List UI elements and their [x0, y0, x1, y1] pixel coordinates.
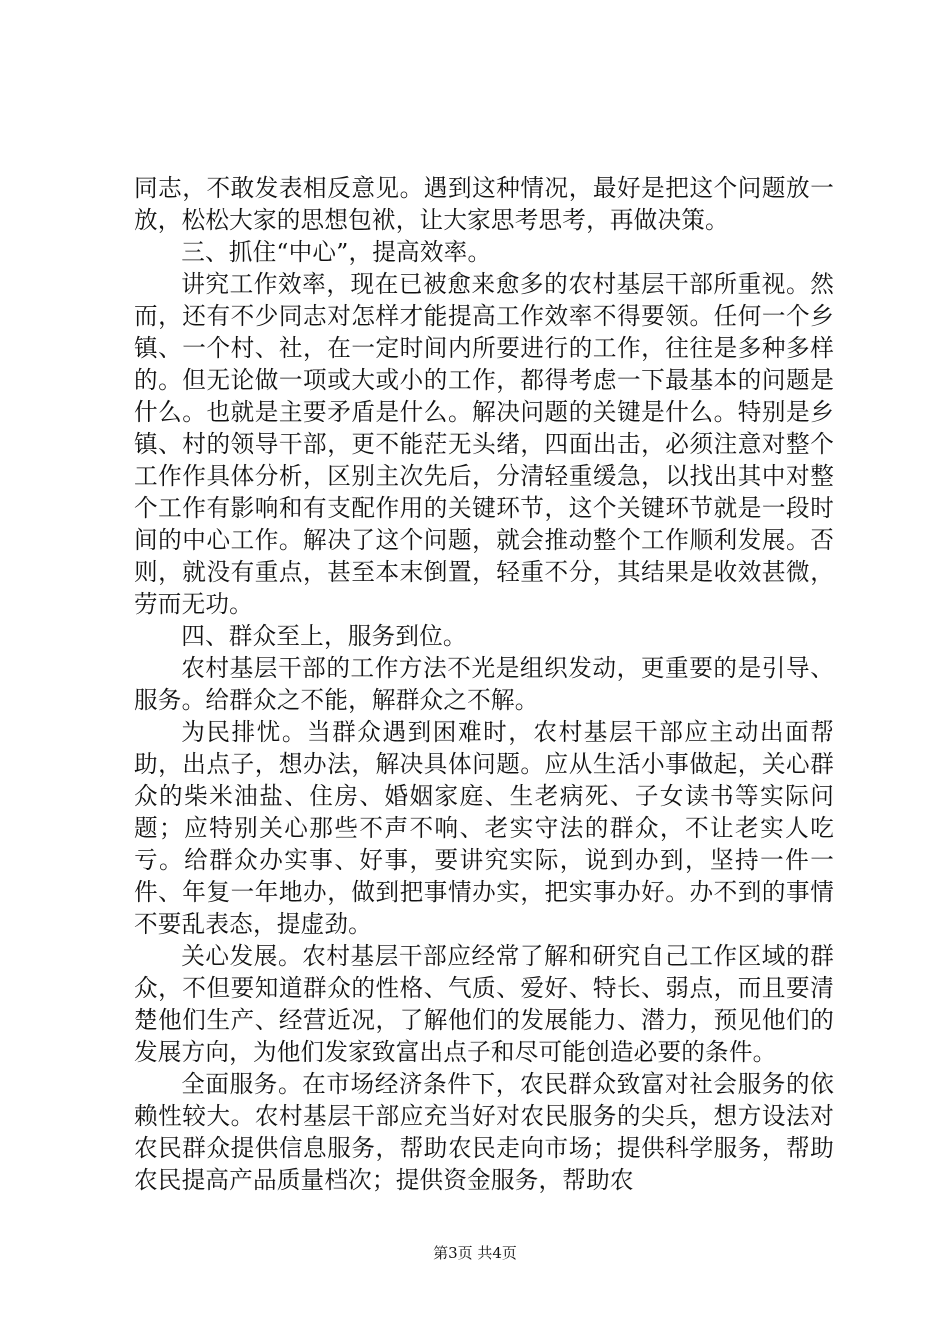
paragraph-efficiency: 讲究工作效率，现在已被愈来愈多的农村基层干部所重视。然而，还有不少同志对怎样才能提高工作效率不得要领。任何一个乡镇、一个村、社，在一定时间内所要进行的工作，往往是多种多样的。但无论做一项或大或小的工作，都得考虑一下最基本的问题是什么。也就是主要矛盾是什么。解决问题的关键是什么。特别是乡镇、村的领导干部，更不能茫无头绪，四面出击，必须注意对整个工作作具体分析，区别主次先后，分清轻重缓急，以找出其中对整个工作有影响和有支配作用的关键环节，这个关键环节就是一段时间的中心工作。解决了这个问题，就会推动整个工作顺利发展。否则，就没有重点，甚至本末倒置，轻重不分，其结果是收效甚微，劳而无功。: [134, 270, 834, 618]
paragraph-relieve-worries: 为民排忧。当群众遇到困难时，农村基层干部应主动出面帮助，出点子，想办法，解决具体问题。应从生活小事做起，关心群众的柴米油盐、住房、婚姻家庭、生老病死、子女读书等实际问题；应特别关心那些不声不响、老实守法的群众，不让老实人吃亏。给群众办实事、好事，要讲究实际，说到办到，坚持一件一件、年复一年地办，做到把事情办实，把实事办好。办不到的事情不要乱表态，提虚劲。: [134, 718, 834, 938]
section-heading-3: 三、抓住“中心”，提高效率。: [181, 238, 492, 266]
document-body: [134, 172, 834, 1196]
page-number-footer: 第3页 共4页: [433, 1244, 517, 1262]
section-heading-4: 四、群众至上，服务到位。: [181, 622, 467, 650]
paragraph-full-service: 全面服务。在市场经济条件下，农民群众致富对社会服务的依赖性较大。农村基层干部应充当好对农民服务的尖兵，想方设法对农民群众提供信息服务，帮助农民走向市场；提供科学服务，帮助农民提高产品质量档次；提供资金服务，帮助农: [134, 1070, 834, 1194]
paragraph-care-development: 关心发展。农村基层干部应经常了解和研究自己工作区域的群众，不但要知道群众的性格、气质、爱好、特长、弱点，而且要清楚他们生产、经营近况，了解他们的发展能力、潜力，预见他们的发展方向，为他们发家致富出点子和尽可能创造必要的条件。: [134, 942, 834, 1066]
paragraph-continuation: 同志，不敢发表相反意见。遇到这种情况，最好是把这个问题放一放，松松大家的思想包袱，让大家思考思考，再做决策。: [134, 174, 834, 234]
paragraph-service-intro: 农村基层干部的工作方法不光是组织发动，更重要的是引导、服务。给群众之不能，解群众之不解。: [134, 654, 834, 714]
